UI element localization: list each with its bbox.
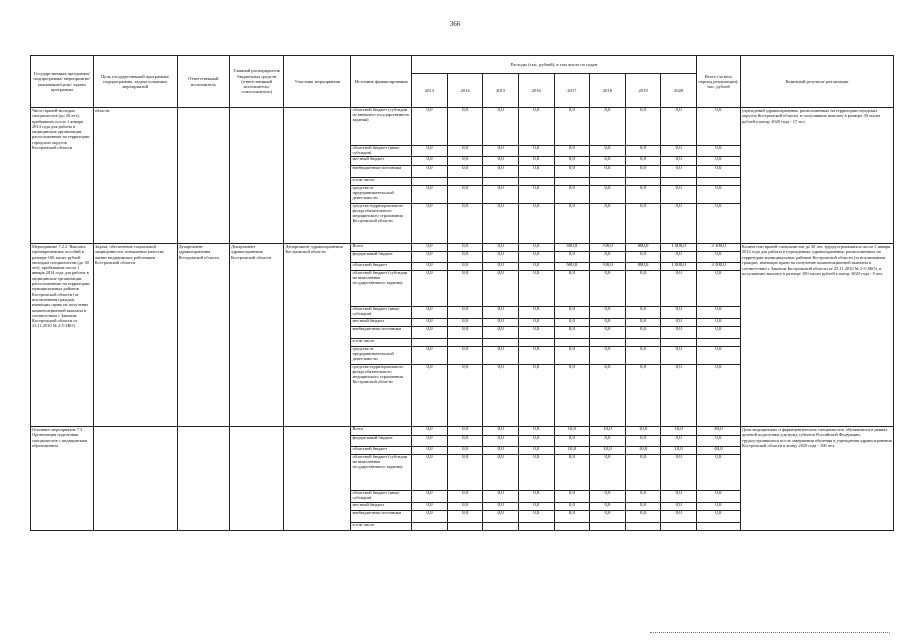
value-cell: 0,0 [590,319,626,327]
participant-cell [284,427,351,531]
program-name-cell: Основное мероприятие 7.3 Организация подготовки специалистов с медицинским образованием [31,427,94,531]
source-cell: местный бюджет [351,157,412,166]
value-cell: 0,0 [412,455,448,491]
header-year: 2020 [661,74,697,108]
value-cell: 0,0 [518,166,554,178]
participant-cell: Департамент здравоохранения Костромской области [284,244,351,427]
total-cell: 0,0 [696,146,740,157]
value-cell: 0,0 [483,455,519,491]
table-body [31,108,894,531]
value-cell: 0,0 [518,436,554,447]
value-cell: 0,0 [518,319,554,327]
program-name-cell: Мероприятие 7.2.3. Выплата единовременных пособий в размере 100 тысяч рублей молодым специалистам (до 30 лет), прибывшим после 1 января 2014 года для работы в медицинские организации, расположенные на территории муниципальных районов Костромской области (за исключением граждан, имеющих право на получение компенсационной выплаты в соответствии с Законом Костромской области от 25.11.2010 № 2-5-ЗКО) [31,244,94,427]
value-cell: 0,0 [590,491,626,503]
result-cell: Количество врачей-специалистов до 30 лет, трудоустроившихся после 1 января 2014 года для работы в учреждениях здравоохранения, расположенных на территории муниципальных районов Костромской области (за исключением граждан, имеющих право на получение компенсационной выплаты в соответствии с Законом Костромской области от 25.11.2010 № 2-5-ЗКО), и получивших выплату в размере 100 тысяч рублей к концу 2020 года - 9 чел. [740,244,893,427]
value-cell: 0,0 [554,166,590,178]
goal-cell: Задача: обеспечение социальной защищенности, повышение качества жизни медицинских работников Костромской области [93,244,177,427]
value-cell: 0,0 [412,347,448,365]
value-cell: 10,0 [625,447,661,455]
header-participant: Участник мероприятия [284,56,351,108]
value-cell: 0,0 [412,327,448,339]
total-cell: 0,0 [696,271,740,307]
header-source: Источник финансирования [351,56,412,108]
value-cell [447,339,483,347]
value-cell: 0,0 [447,271,483,307]
manager-cell [229,427,283,531]
source-cell: областной бюджет (иные субсидии) [351,146,412,157]
value-cell: 0,0 [483,166,519,178]
value-cell: 0,0 [590,455,626,491]
value-cell [412,523,448,531]
value-cell: 0,0 [447,491,483,503]
value-cell: 0,0 [661,252,697,263]
value-cell: 0,0 [590,271,626,307]
value-cell: 0,0 [625,204,661,244]
value-cell: 0,0 [554,347,590,365]
value-cell [554,178,590,186]
value-cell: 0,0 [625,166,661,178]
value-cell: 0,0 [518,427,554,436]
total-cell: 0,0 [696,491,740,503]
value-cell: 0,0 [590,307,626,319]
value-cell: 0,0 [483,447,519,455]
scan-edge-mark [650,632,890,634]
total-cell: 0,0 [696,157,740,166]
value-cell: 0,0 [483,244,519,252]
source-cell: областной бюджет (иные субсидии) [351,491,412,503]
value-cell: 0,0 [625,365,661,427]
source-cell: областной бюджет (субсидии из внешнего государственного задания) [351,108,412,146]
value-cell: 0,0 [412,157,448,166]
value-cell: 0,0 [447,307,483,319]
value-cell: 0,0 [412,319,448,327]
source-cell: областной бюджет [351,447,412,455]
value-cell: 0,0 [625,455,661,491]
source-cell: в том числе: [351,178,412,186]
source-cell: средства от предпринимательской деятельности [351,347,412,365]
value-cell: 0,0 [412,503,448,511]
manager-cell [229,108,283,244]
value-cell: 0,0 [412,491,448,503]
value-cell: 0,0 [447,146,483,157]
value-cell: 0,0 [483,307,519,319]
value-cell: 10,0 [590,447,626,455]
value-cell: 0,0 [518,252,554,263]
source-cell: в том числе: [351,523,412,531]
value-cell: 0,0 [483,503,519,511]
source-cell: внебюджетные источники [351,166,412,178]
value-cell: 0,0 [518,204,554,244]
value-cell: 800,0 [625,244,661,252]
header-year: 2019 [625,74,661,108]
value-cell: 0,0 [412,447,448,455]
goal-cell [93,427,177,531]
total-cell: 0,0 [696,503,740,511]
value-cell: 0,0 [518,263,554,271]
value-cell: 0,0 [661,491,697,503]
value-cell: 0,0 [483,204,519,244]
value-cell: 0,0 [625,307,661,319]
value-cell: 0,0 [483,146,519,157]
value-cell: 0,0 [483,491,519,503]
value-cell: 0,0 [412,511,448,523]
total-cell: 0,0 [696,436,740,447]
value-cell: 0,0 [590,157,626,166]
value-cell: 0,0 [412,365,448,427]
value-cell: 0,0 [447,503,483,511]
program-name-cell: Число врачей-молодых специалистов (до 30 лет), прибывших после 1 января 2014 года для работы в медицинские организации, расположенные на территории городских округов Костромской области [31,108,94,244]
total-cell: 0,0 [696,365,740,427]
value-cell: 0,0 [518,271,554,307]
value-cell: 0,0 [590,252,626,263]
header-year: 2017 [554,74,590,108]
source-cell: средства территориального фонда обязательного медицинского страхования Костромской области [351,365,412,427]
value-cell [590,339,626,347]
value-cell [590,178,626,186]
value-cell: 0,0 [625,108,661,146]
value-cell: 0,0 [554,108,590,146]
value-cell: 0,0 [518,307,554,319]
total-cell: 3 100,0 [696,263,740,271]
value-cell: 0,0 [447,347,483,365]
header-year: 2018 [590,74,626,108]
value-cell: 0,0 [661,319,697,327]
source-cell: в том числе: [351,339,412,347]
table-header [31,56,894,108]
value-cell [412,339,448,347]
value-cell: 0,0 [661,204,697,244]
value-cell: 0,0 [518,447,554,455]
value-cell: 0,0 [412,271,448,307]
value-cell: 0,0 [483,319,519,327]
value-cell: 0,0 [554,252,590,263]
header-year: 2014 [447,74,483,108]
value-cell: 0,0 [483,427,519,436]
value-cell [625,339,661,347]
source-cell: федеральный бюджет [351,252,412,263]
value-cell: 0,0 [518,146,554,157]
value-cell: 0,0 [625,252,661,263]
value-cell: 0,0 [625,319,661,327]
value-cell: 0,0 [661,146,697,157]
value-cell: 0,0 [412,436,448,447]
value-cell: 0,0 [625,186,661,204]
source-cell: средства территориального фонда обязательного медицинского страхования Костромской области [351,204,412,244]
source-cell: областной бюджет (иные субсидии) [351,307,412,319]
total-cell: 0,0 [696,319,740,327]
total-cell: 0,0 [696,204,740,244]
value-cell: 0,0 [625,491,661,503]
value-cell: 0,0 [518,347,554,365]
table-row [31,244,894,252]
value-cell: 0,0 [625,146,661,157]
value-cell: 0,0 [483,252,519,263]
participant-cell [284,108,351,244]
value-cell: 0,0 [590,365,626,427]
header-responsible: Ответственный исполнитель [177,56,229,108]
page-number: 366 [449,20,461,28]
value-cell: 0,0 [554,327,590,339]
source-cell: Всего [351,244,412,252]
value-cell: 0,0 [483,347,519,365]
value-cell [661,523,697,531]
value-cell: 0,0 [554,491,590,503]
value-cell: 0,0 [554,319,590,327]
value-cell: 0,0 [518,186,554,204]
value-cell: 0,0 [447,319,483,327]
value-cell: 0,0 [661,186,697,204]
value-cell: 0,0 [518,327,554,339]
source-cell: федеральный бюджет [351,436,412,447]
total-cell: 0,0 [696,252,740,263]
total-cell: 0,0 [696,455,740,491]
value-cell: 0,0 [412,307,448,319]
value-cell: 0,0 [412,166,448,178]
table-row [31,108,894,146]
value-cell: 0,0 [412,244,448,252]
value-cell: 0,0 [518,491,554,503]
value-cell: 0,0 [554,365,590,427]
header-expenses-group: Расходы (тыс. рублей), в том числе по годам [412,56,697,74]
value-cell: 0,0 [518,455,554,491]
value-cell: 0,0 [661,455,697,491]
value-cell: 0,0 [554,436,590,447]
total-cell [696,178,740,186]
value-cell: 0,0 [661,166,697,178]
value-cell: 0,0 [483,108,519,146]
value-cell: 10,0 [554,447,590,455]
responsible-cell [177,427,229,531]
value-cell: 0,0 [483,157,519,166]
value-cell: 0,0 [661,503,697,511]
value-cell [554,339,590,347]
header-total: Итого (за весь период реализации), тыс. рублей [696,56,740,108]
source-cell: средства от предпринимательской деятельности [351,186,412,204]
value-cell: 0,0 [661,271,697,307]
source-cell: Всего [351,427,412,436]
value-cell: 0,0 [590,108,626,146]
total-cell: 0,0 [696,347,740,365]
value-cell: 0,0 [661,365,697,427]
value-cell: 0,0 [447,455,483,491]
total-cell: 0,0 [696,108,740,146]
value-cell: 1 000,0 [661,263,697,271]
value-cell: 0,0 [447,186,483,204]
responsible-cell: Департамент здравоохранения Костромской области [177,244,229,427]
value-cell: 0,0 [483,511,519,523]
table-row [31,427,894,436]
value-cell [518,178,554,186]
expenses-table [30,55,894,531]
source-cell: областной бюджет (субсидии на выполнение государственного задания) [351,455,412,491]
source-cell: областной бюджет [351,263,412,271]
value-cell [590,523,626,531]
value-cell: 0,0 [483,436,519,447]
goal-cell: области [93,108,177,244]
value-cell: 0,0 [412,146,448,157]
total-cell: 0,0 [696,327,740,339]
value-cell: 0,0 [590,146,626,157]
value-cell: 0,0 [625,503,661,511]
value-cell: 0,0 [447,204,483,244]
value-cell: 0,0 [590,327,626,339]
source-cell: местный бюджет [351,319,412,327]
value-cell: 0,0 [661,108,697,146]
value-cell [412,178,448,186]
total-cell: 40,0 [696,427,740,436]
value-cell: 0,0 [661,307,697,319]
manager-cell: Департамент здравоохранения Костромской области [229,244,283,427]
value-cell: 0,0 [518,503,554,511]
value-cell: 10,0 [590,427,626,436]
value-cell: 0,0 [412,186,448,204]
value-cell: 10,0 [661,447,697,455]
value-cell: 0,0 [625,157,661,166]
value-cell: 0,0 [518,108,554,146]
value-cell: 0,0 [447,436,483,447]
header-manager: Главный распорядитель бюджетных средств (ответственный исполнитель/ соисполнитель) [229,56,283,108]
value-cell: 0,0 [554,157,590,166]
result-cell: учреждений здравоохранения, расположенных на территории городских округов Костромской области, и получивших выплату в размере 30 тысяч рублей к концу 2020 года - 17 чел. [740,108,893,244]
value-cell: 0,0 [447,365,483,427]
source-cell: внебюджетные источники [351,511,412,523]
value-cell: 0,0 [483,186,519,204]
value-cell: 0,0 [483,263,519,271]
value-cell: 0,0 [412,204,448,244]
total-cell: 0,0 [696,186,740,204]
value-cell: 0,0 [483,271,519,307]
total-cell [696,339,740,347]
value-cell [483,178,519,186]
value-cell: 10,0 [554,427,590,436]
value-cell: 0,0 [661,436,697,447]
source-cell: внебюджетные источники [351,327,412,339]
responsible-cell [177,108,229,244]
value-cell [518,339,554,347]
value-cell: 0,0 [590,186,626,204]
value-cell: 0,0 [554,307,590,319]
total-cell: 0,0 [696,307,740,319]
value-cell: 0,0 [518,511,554,523]
total-cell [696,523,740,531]
value-cell: 0,0 [447,327,483,339]
value-cell: 0,0 [518,157,554,166]
total-cell: 0,0 [696,166,740,178]
value-cell: 0,0 [554,204,590,244]
value-cell [554,523,590,531]
value-cell [625,178,661,186]
value-cell: 0,0 [590,347,626,365]
value-cell: 0,0 [590,166,626,178]
value-cell [518,523,554,531]
value-cell: 0,0 [625,347,661,365]
value-cell: 0,0 [554,146,590,157]
source-cell: областной бюджет (субсидии на выполнение государственного задания) [351,271,412,307]
value-cell: 0,0 [625,271,661,307]
value-cell [483,523,519,531]
value-cell: 0,0 [661,157,697,166]
header-year: 2013 [412,74,448,108]
value-cell: 0,0 [661,327,697,339]
value-cell: 0,0 [661,511,697,523]
value-cell: 600,0 [554,263,590,271]
value-cell: 0,0 [412,263,448,271]
value-cell: 0,0 [447,511,483,523]
value-cell: 0,0 [447,447,483,455]
value-cell: 0,0 [447,252,483,263]
value-cell: 0,0 [412,252,448,263]
value-cell: 600,0 [554,244,590,252]
value-cell: 0,0 [518,244,554,252]
value-cell [625,523,661,531]
source-cell: местный бюджет [351,503,412,511]
total-cell: 0,0 [696,511,740,523]
value-cell: 1 000,0 [661,244,697,252]
header-program: Государственная программа/подпрограмма/ мероприятие/ назначение/цели/ задачи программы [31,56,94,108]
header-result: Конечный результат реализации [740,56,893,108]
value-cell [661,178,697,186]
value-cell: 0,0 [590,503,626,511]
value-cell: 0,0 [447,427,483,436]
value-cell: 0,0 [447,108,483,146]
value-cell: 0,0 [625,511,661,523]
value-cell: 0,0 [590,436,626,447]
value-cell: 0,0 [483,365,519,427]
value-cell [661,339,697,347]
value-cell: 0,0 [590,204,626,244]
value-cell: 0,0 [447,263,483,271]
value-cell: 0,0 [518,365,554,427]
total-cell: 40,0 [696,447,740,455]
value-cell: 700,0 [590,244,626,252]
value-cell: 0,0 [554,511,590,523]
value-cell: 0,0 [554,271,590,307]
value-cell: 0,0 [447,157,483,166]
header-year: 2016 [518,74,554,108]
value-cell: 0,0 [661,347,697,365]
header-goal: Цель государственной программы/подпрограммы, задача основных мероприятий [93,56,177,108]
value-cell: 0,0 [412,108,448,146]
value-cell: 0,0 [447,166,483,178]
value-cell: 0,0 [625,327,661,339]
value-cell: 0,0 [447,244,483,252]
header-year: 2015 [483,74,519,108]
value-cell [483,339,519,347]
value-cell: 700,0 [590,263,626,271]
value-cell: 0,0 [483,327,519,339]
result-cell: Доля медицинских и фармацевтических специалистов, обучавшихся в рамках целевой подготовки для нужд субъекта Российской Федерации, трудоустроившихся после завершения обучения в учреждения здравоохранения Костромской области к концу 2020 года - 100 чел. [740,427,893,531]
value-cell: 10,0 [661,427,697,436]
value-cell: 0,0 [412,427,448,436]
value-cell [447,178,483,186]
value-cell: 0,0 [554,503,590,511]
total-cell: 3 100,0 [696,244,740,252]
value-cell: 10,0 [625,427,661,436]
value-cell: 0,0 [625,436,661,447]
value-cell: 0,0 [554,455,590,491]
value-cell [447,523,483,531]
value-cell: 0,0 [554,186,590,204]
value-cell: 0,0 [590,511,626,523]
value-cell: 800,0 [625,263,661,271]
